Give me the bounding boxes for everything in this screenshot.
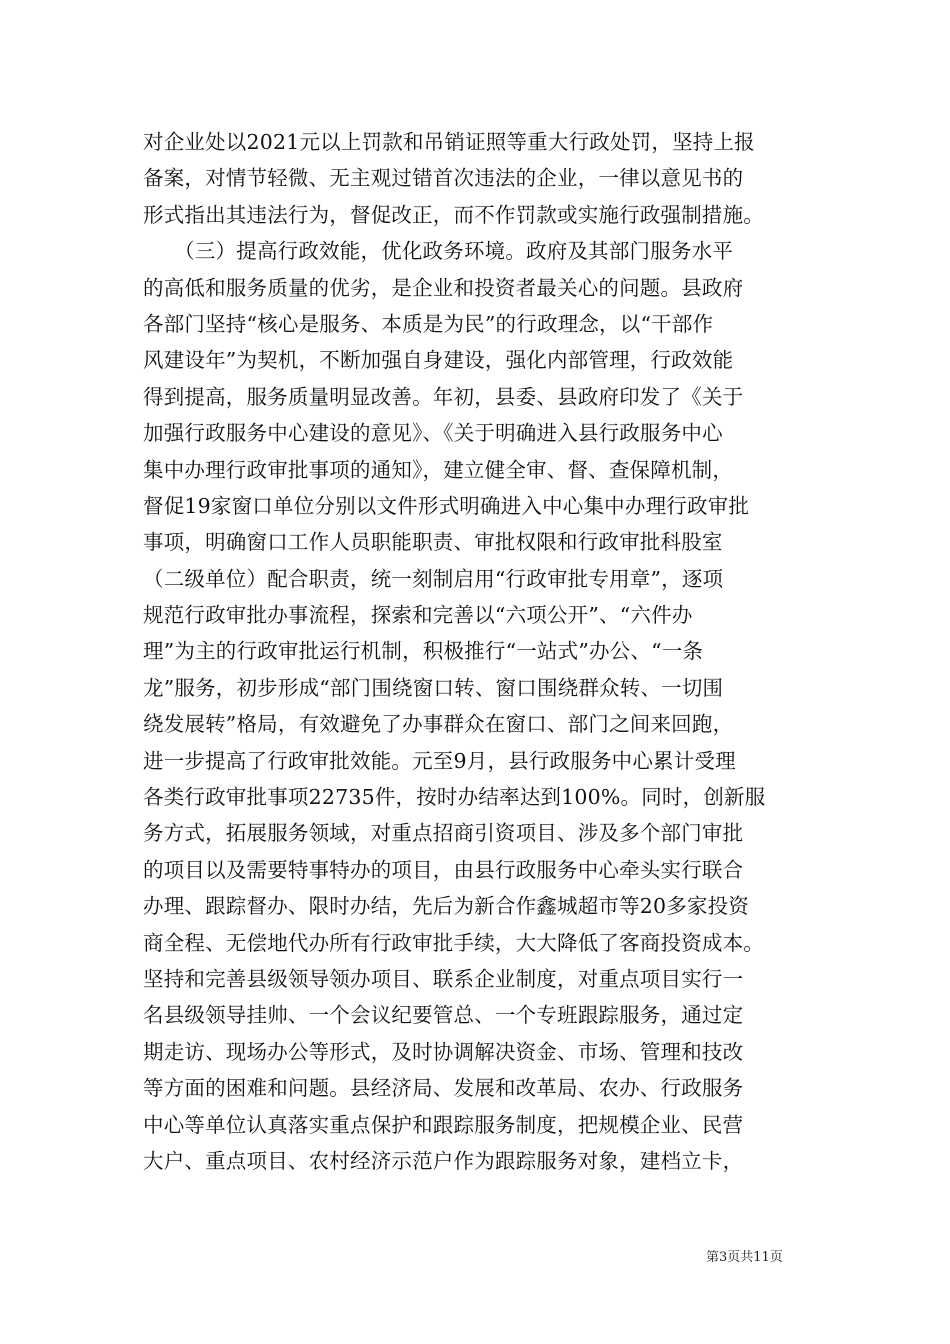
text-line: 进一步提高了行政审批效能。元至9月，县行政服务中心累计受理 <box>143 748 736 773</box>
page-number-footer: 第3页共11页 <box>706 1250 783 1265</box>
text-line: 坚持和完善县级领导领办项目、联系企业制度，对重点项目实行一 <box>143 966 744 991</box>
text-line: 对企业处以2021元以上罚款和吊销证照等重大行政处罚，坚持上报 <box>143 130 755 154</box>
text-line: 事项，明确窗口工作人员职能职责、审批权限和行政审批科股室 <box>143 530 723 555</box>
text-line: 的高低和服务质量的优劣，是企业和投资者最关心的问题。县政府 <box>143 275 744 300</box>
text-line: 大户、重点项目、农村经济示范户作为跟踪服务对象，建档立卡， <box>143 1148 744 1173</box>
text-line: （三）提高行政效能，优化政务环境。政府及其部门服务水平 <box>143 239 734 264</box>
text-line: 龙”服务，初步形成“部门围绕窗口转、窗口围绕群众转、一切围 <box>143 675 724 700</box>
text-line: 理”为主的行政审批运行机制，积极推行“一站式”办公、“一条 <box>143 639 704 664</box>
text-line: 得到提高，服务质量明显改善。年初，县委、县政府印发了《关于 <box>143 384 744 409</box>
text-line: 备案，对情节轻微、无主观过错首次违法的企业，一律以意见书的 <box>143 166 744 191</box>
text-line: 形式指出其违法行为，督促改正，而不作罚款或实施行政强制措施。 <box>143 202 764 227</box>
text-line: 风建设年”为契机，不断加强自身建设，强化内部管理，行政效能 <box>143 348 734 373</box>
text-line: 督促19家窗口单位分别以文件形式明确进入中心集中办理行政审批 <box>143 493 750 518</box>
text-line: 集中办理行政审批事项的通知》，建立健全审、督、查保障机制， <box>143 457 734 482</box>
text-line: （二级单位）配合职责，统一刻制启用“行政审批专用章”，逐项 <box>143 566 724 591</box>
text-line: 加强行政服务中心建设的意见》、《关于明确进入县行政服务中心 <box>143 421 723 446</box>
text-line: 的项目以及需要特事特办的项目，由县行政服务中心牵头实行联合 <box>143 857 744 882</box>
text-line: 各类行政审批事项22735件，按时办结率达到100%。同时，创新服 <box>143 785 766 810</box>
text-line: 等方面的困难和问题。县经济局、发展和改革局、农办、行政服务 <box>143 1076 744 1101</box>
text-line: 期走访、现场办公等形式，及时协调解决资金、市场、管理和技改 <box>143 1039 744 1064</box>
text-line: 办理、跟踪督办、限时办结，先后为新合作鑫城超市等20多家投资 <box>143 894 750 919</box>
text-line: 绕发展转”格局，有效避免了办事群众在窗口、部门之间来回跑， <box>143 712 734 737</box>
text-line: 商全程、无偿地代办所有行政审批手续，大大降低了客商投资成本。 <box>143 930 764 955</box>
text-line: 规范行政审批办事流程，探索和完善以“六项公开”、“六件办 <box>143 603 693 628</box>
text-line: 名县级领导挂帅、一个会议纪要管总、一个专班跟踪服务，通过定 <box>143 1003 744 1028</box>
text-line: 务方式，拓展服务领域，对重点招商引资项目、涉及多个部门审批 <box>143 821 744 846</box>
body-text <box>143 124 823 1179</box>
text-line: 中心等单位认真落实重点保护和跟踪服务制度，把规模企业、民营 <box>143 1112 744 1137</box>
text-line: 各部门坚持“核心是服务、本质是为民”的行政理念，以“干部作 <box>143 311 714 336</box>
